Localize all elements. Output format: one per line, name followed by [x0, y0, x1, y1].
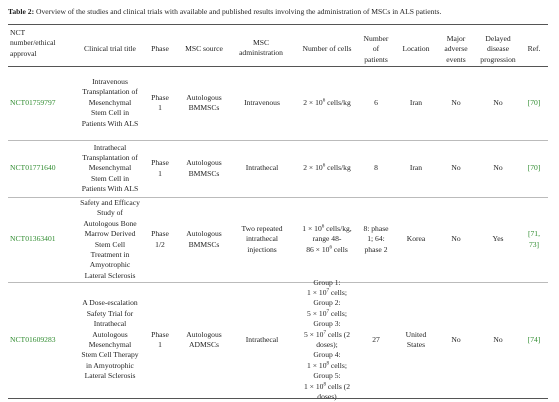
header-admin-line: MSC [252, 38, 270, 47]
cell-text: doses) [317, 392, 337, 402]
cell-text: cells (2 [325, 329, 351, 339]
cell-title [76, 298, 144, 381]
header-delayed-line: Delayed [485, 34, 511, 43]
cell-line [292, 245, 362, 255]
cell-line: Intrathecal [245, 163, 279, 173]
cell-text: 1 × 10 [307, 360, 327, 370]
header-source: MSC source [185, 44, 223, 53]
cell-line [292, 224, 362, 234]
cell-text: cells [331, 244, 348, 254]
cell-line: Study of [97, 208, 123, 218]
cell-line: Marrow Derived [84, 229, 136, 239]
cell-text: cells; [329, 288, 347, 297]
cell-line: Intravenous [244, 97, 280, 107]
cell-line: Mesenchymal [88, 340, 132, 350]
header-patients-line: patients [364, 54, 388, 64]
header-patients [356, 34, 396, 65]
cell-text: 2 × 10 [303, 97, 323, 107]
cell-line: 8: phase [363, 223, 389, 233]
cell-line: A Dose-escalation [82, 298, 138, 308]
cell-line: Autologous [186, 92, 222, 102]
cell-text: 5 × 10 [303, 329, 324, 339]
cell-line: No [451, 334, 461, 344]
cell-line: Safety Trial for [86, 308, 134, 318]
header-patients-line: of [372, 44, 380, 54]
cell-line: 6 [374, 97, 378, 107]
cell-line: Lateral Sclerosis [84, 371, 136, 381]
cell-line: Stem Cell [94, 239, 126, 249]
cell-text: cells; [329, 360, 347, 370]
header-delayed-line: progression [480, 54, 516, 64]
cell-patients [356, 98, 396, 108]
cell-adverse [436, 163, 476, 173]
cell-text: 1 × 10 [303, 381, 324, 391]
cell-delayed [476, 163, 520, 173]
cell-text: range 48- [312, 234, 342, 244]
cell-line: Autologous [186, 329, 222, 339]
cell-line: 1; 64: [367, 234, 385, 244]
header-adverse-line: events [446, 54, 466, 64]
cell-cells [292, 163, 362, 173]
cell-line: [70] [527, 163, 541, 173]
cell-line: BMMSCs [188, 239, 220, 249]
exponent: 6 [329, 245, 332, 251]
cell-line: Yes [492, 234, 504, 244]
cell-line: Korea [406, 234, 426, 244]
cell-line: Phase [151, 229, 169, 239]
cell-admin [232, 98, 292, 108]
cell-text: 1 × 10 [307, 288, 327, 297]
cell-line: Autologous [92, 329, 128, 339]
cell-location [396, 163, 436, 173]
cell-line [292, 163, 362, 173]
cell-admin [232, 335, 292, 345]
cell-line [292, 340, 362, 350]
cell-nct[interactable] [10, 335, 76, 345]
header-ref: Ref. [527, 44, 541, 53]
cell-phase [145, 93, 175, 114]
bottom-rule [8, 398, 548, 399]
cell-line: phase 2 [364, 244, 388, 254]
cell-line: Amyotrophic [89, 260, 131, 270]
cell-text: cells/kg [325, 163, 351, 173]
header-delayed [476, 34, 520, 65]
cell-source [176, 330, 232, 351]
cell-text: 5 × 10 [307, 308, 327, 318]
cell-nct[interactable] [10, 98, 76, 108]
cell-cells [292, 224, 362, 255]
cell-line: 1 [158, 168, 162, 178]
cell-ref[interactable] [522, 335, 546, 345]
header-rule [8, 66, 548, 67]
cell-line [292, 382, 362, 392]
cell-line: United [405, 329, 427, 339]
cell-line: intrathecal [245, 234, 279, 244]
exponent: 8 [326, 361, 330, 367]
cell-line: ADMSCs [189, 340, 219, 349]
cell-text: Group 2: [313, 298, 341, 308]
cell-text: 1 × 10 [302, 223, 322, 233]
cell-line: Autologous [186, 229, 222, 239]
cell-delayed [476, 234, 520, 244]
cell-adverse [436, 335, 476, 345]
header-nct-line: approval [10, 48, 37, 58]
cell-ref[interactable] [522, 163, 546, 173]
cell-line: 27 [372, 334, 380, 344]
cell-location [396, 234, 436, 244]
cell-ref[interactable] [522, 98, 546, 108]
cell-source [176, 229, 232, 250]
exponent: 7 [323, 330, 326, 336]
cell-line: Autologous [186, 158, 222, 168]
cell-line: Autologous Bone [83, 218, 137, 228]
cell-line: Patients With ALS [81, 184, 139, 194]
cell-line: Phase [151, 92, 169, 102]
cell-text: cells/kg [325, 97, 351, 107]
header-location: Location [402, 44, 430, 53]
cell-cells [292, 278, 362, 402]
cell-line [292, 98, 362, 108]
cell-line: Mesenchymal [88, 97, 132, 107]
cell-line: NCT01759797 [10, 97, 56, 107]
cell-text: cells; [329, 308, 347, 318]
cell-line: Stem Cell in [91, 173, 129, 183]
cell-line: Phase [151, 158, 169, 168]
cell-line: in Amyotrophic [86, 360, 134, 370]
cell-text: doses); [316, 340, 338, 350]
cell-line: Intrathecal [93, 142, 127, 152]
header-nct [10, 28, 70, 59]
cell-delayed [476, 335, 520, 345]
cell-title [76, 143, 144, 195]
header-nct-line: number/ethical [10, 38, 56, 48]
cell-phase [145, 229, 175, 250]
cell-line: No [451, 234, 461, 244]
header-adverse [436, 34, 476, 65]
cell-line: Stem Cell in [91, 108, 129, 118]
cell-line: 1 [158, 103, 162, 112]
header-phase: Phase [151, 44, 169, 53]
cell-admin [232, 224, 292, 255]
cell-patients [356, 163, 396, 173]
exponent: 6 [322, 163, 326, 169]
cell-line: 1 [158, 340, 162, 349]
cell-title [76, 77, 144, 129]
exponent: 6 [321, 224, 325, 230]
cell-line: No [451, 97, 461, 107]
cell-nct[interactable] [10, 234, 76, 244]
exponent: 7 [326, 309, 330, 315]
cell-line: NCT01363401 [10, 234, 56, 244]
cell-line [292, 234, 362, 244]
cell-phase [145, 158, 175, 179]
table-caption [8, 7, 441, 16]
caption-label: Table 2: [8, 7, 35, 16]
cell-line: Intrathecal [93, 319, 127, 329]
cell-line [292, 288, 362, 298]
header-adverse-line: Major [446, 34, 466, 43]
row-divider [8, 140, 548, 141]
cell-line: 8 [374, 163, 378, 173]
cell-line [292, 361, 362, 371]
cell-adverse [436, 234, 476, 244]
cell-line [292, 298, 362, 308]
cell-text: 2 × 10 [303, 163, 323, 173]
cell-line: BMMSCs [188, 168, 220, 178]
cell-patients [356, 335, 396, 345]
header-nct-line: NCT [10, 28, 26, 37]
cell-nct[interactable] [10, 163, 76, 173]
cell-line: Iran [409, 97, 423, 107]
cell-line: 1/2 [155, 239, 165, 249]
cell-source [176, 158, 232, 179]
cell-line [292, 278, 362, 288]
cell-line: injections [247, 244, 277, 254]
header-admin [232, 38, 290, 59]
cell-line: [71, [527, 229, 541, 239]
cell-line: Stem Cell Therapy [81, 350, 139, 360]
cell-line: Safety and Efficacy [80, 197, 140, 207]
caption-text: Overview of the studies and clinical trials with available and published results involving the administration of MSCs in ALS patients. [34, 7, 442, 16]
top-rule [8, 24, 548, 25]
cell-line: NCT01771640 [10, 163, 56, 173]
cell-line [292, 309, 362, 319]
cell-line: Lateral Sclerosis [84, 270, 136, 280]
cell-line: Intravenous [92, 77, 128, 86]
cell-admin [232, 163, 292, 173]
row-divider [8, 282, 548, 283]
header-title: Clinical trial title [84, 44, 136, 53]
cell-line: Transplantation of [82, 152, 138, 162]
cell-line: Treatment in [90, 249, 130, 259]
cell-title [76, 198, 144, 281]
cell-delayed [476, 98, 520, 108]
cell-ref[interactable] [522, 229, 546, 250]
cell-line: Transplantation of [82, 87, 138, 97]
exponent: 6 [322, 98, 326, 104]
cell-line: [74] [527, 334, 541, 344]
cell-line [292, 330, 362, 340]
cell-line: 73] [528, 239, 540, 249]
cell-text: Group 4: [313, 350, 341, 360]
cell-line: No [451, 163, 461, 173]
cell-line [292, 319, 362, 329]
cell-line: No [493, 163, 503, 173]
cell-line: Intrathecal [245, 334, 279, 344]
cell-line: Patients With ALS [81, 118, 139, 128]
cell-line: Two repeated [241, 223, 283, 233]
header-patients-line: Number [363, 34, 389, 43]
cell-phase [145, 330, 175, 351]
cell-source [176, 93, 232, 114]
cell-line: BMMSCs [188, 103, 220, 112]
cell-text: Group 3: [313, 319, 341, 329]
cell-text: 86 × 10 [306, 244, 330, 254]
cell-line: Phase [151, 329, 169, 339]
cell-text: cells (2 [325, 381, 351, 391]
cell-line: No [493, 97, 503, 107]
cell-location [396, 330, 436, 351]
header-adverse-line: adverse [444, 44, 468, 54]
exponent: 7 [326, 288, 330, 294]
cell-line [292, 371, 362, 381]
cell-line: States [406, 340, 426, 349]
cell-line: Mesenchymal [88, 163, 132, 173]
cell-text: Group 5: [313, 371, 341, 381]
cell-adverse [436, 98, 476, 108]
cell-line: No [493, 334, 503, 344]
header-delayed-line: disease [487, 44, 509, 54]
cell-line: NCT01609283 [10, 334, 56, 344]
cell-line: [70] [527, 97, 541, 107]
cell-text: Group 1: [313, 277, 341, 287]
cell-patients [356, 224, 396, 255]
cell-location [396, 98, 436, 108]
cell-cells [292, 98, 362, 108]
header-admin-line: administration [239, 48, 283, 58]
cell-text: cells/kg, [324, 223, 352, 233]
cell-line: Iran [409, 163, 423, 173]
header-cells: Number of cells [302, 44, 352, 53]
exponent: 8 [323, 382, 326, 388]
cell-line [292, 350, 362, 360]
